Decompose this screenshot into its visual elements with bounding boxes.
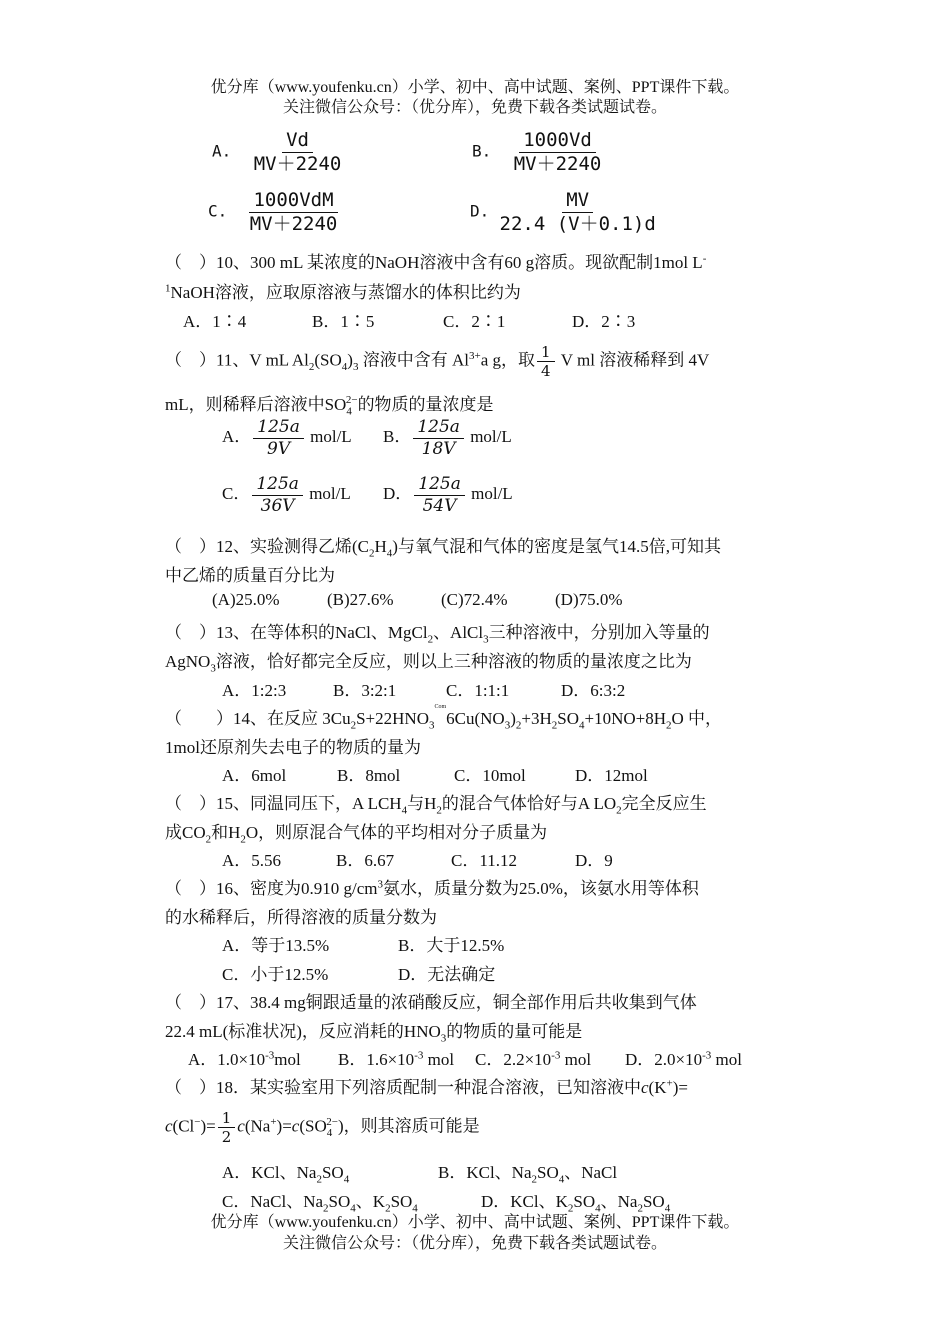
- q12-option-d: (D)75.0%: [555, 590, 623, 609]
- q16-stem-line-2: 的水稀释后，所得溶液的质量分数为: [165, 908, 437, 927]
- q14-stem-line-1: （ ）14、在反应 $3Cu_2S+22HNO_3^{Com}6Cu(NO_3)_2+3H_2SO_4+10NO+8H_2O$ 中，: [165, 704, 723, 732]
- q9-option-c: C. $\frac{\text{1000VdM}}{MV+2240}$: [208, 190, 356, 235]
- q16-option-d: D．无法确定: [398, 965, 496, 984]
- q13-option-d: D．6:3:2: [561, 681, 626, 700]
- q16-option-c: C．小于12.5%: [222, 965, 329, 984]
- q10-option-c: C．2∶1: [443, 312, 506, 331]
- q12-option-c: (C)72.4%: [441, 590, 508, 609]
- q14-option-b: B．8mol: [337, 766, 401, 785]
- q17-option-a: A．$1.0\times 10^{-3}mol$: [188, 1049, 301, 1069]
- q14-option-c: C．10mol: [454, 766, 526, 785]
- q11-stem-line-1: （ ）11、V mL $Al_2(SO_4)_3$ 溶液中含有 $Al^{3+}a$ g，取 $\frac{1}{4}$ V ml 溶液稀释到 4V: [165, 342, 710, 381]
- q10-option-b: B．1∶5: [312, 312, 375, 331]
- q12-stem-line-1: （ ）12、实验测得乙烯$(C_2H_4)$与氧气混和气体的密度是氢气14.5倍,可知其: [165, 537, 721, 560]
- q9-b-fraction: $\frac{1000Vd}{MV+2240}$: [513, 129, 602, 175]
- q11-a-fraction: $\frac{125a}{9V}$: [253, 418, 304, 458]
- q18-option-d: D．KCl、$K_2SO_4$、$Na_2SO_4$: [481, 1192, 671, 1215]
- q15-option-d: D．9: [575, 851, 613, 870]
- q18-option-c: C．NaCl、$Na_2SO_4$、$K_2SO_4$: [222, 1192, 418, 1215]
- q16-option-b: B．大于12.5%: [398, 936, 505, 955]
- q11-option-b: B． $\frac{125a}{18V}$ mol/L: [383, 417, 512, 459]
- q9-option-b: B. $\frac{1000Vd}{MV+2240}$: [472, 130, 620, 175]
- q16-option-a: A．等于13.5%: [222, 936, 330, 955]
- q11-option-a: A． $\frac{125a}{9V}$ mol/L: [222, 417, 352, 459]
- q16-stem-line-1: （ ）16、密度为0.910 $g/cm^3$氨水，质量分数为25.0%，该氨水用等体积: [165, 878, 699, 898]
- q13-stem-line-2: AgNO$_3$溶液，恰好都完全反应，则以上三种溶液的物质的量浓度之比为: [165, 652, 692, 675]
- q12-option-a: (A)25.0%: [212, 590, 280, 609]
- q18-option-b: B．KCl、$Na_2SO_4$、NaCl: [438, 1163, 618, 1186]
- q13-stem-line-1: （ ）13、在等体积的NaCl、MgCl$_2$、AlCl$_3$三种溶液中，分别加入等量的: [165, 623, 710, 646]
- q14-option-d: D．12mol: [575, 766, 648, 785]
- q15-option-a: A．5.56: [222, 851, 282, 870]
- q11-option-c: C． $\frac{125a}{36V}$ mol/L: [222, 474, 351, 516]
- q10-option-d: D．2∶3: [572, 312, 636, 331]
- q9-option-a: A. $\frac{Vd}{MV+2240}$: [212, 130, 360, 175]
- q9-option-d: D. $\frac{MV}{22.4 (V+0.1)d}$: [470, 190, 662, 235]
- header-line-1: 优分库（www.youfenku.cn）小学、初中、高中试题、案例、PPT课件下载。: [210, 79, 740, 96]
- q12-option-b: (B)27.6%: [327, 590, 394, 609]
- q17-stem-line-1: （ ）17、38.4 mg铜跟适量的浓硝酸反应，铜全部作用后共收集到气体: [165, 993, 697, 1012]
- q9-c-fraction: $\frac{\text{1000VdM}}{MV+2240}$: [249, 189, 338, 235]
- q11-stem-line-2: mL，则稀释后溶液中$SO_4^{2-}$的物质的量浓度是: [165, 394, 494, 418]
- q13-option-c: C．1:1:1: [446, 681, 510, 700]
- q15-option-b: B．6.67: [336, 851, 395, 870]
- q14-option-a: A．6mol: [222, 766, 287, 785]
- q18-stem-line-1: （ ）18．某实验室用下列溶质配制一种混合溶液，已知溶液中c(K+)=: [165, 1077, 688, 1097]
- q10-option-a: A．1∶4: [183, 312, 247, 331]
- q11-fraction: $\frac{1}{4}$: [537, 344, 555, 380]
- q11-c-fraction: $\frac{125a}{36V}$: [252, 475, 303, 515]
- q15-stem-line-2: 成$CO_2$和$H_2O$，则原混合气体的平均相对分子质量为: [165, 823, 548, 846]
- q17-option-b: B．$1.6\times 10^{-3}$ mol: [338, 1049, 455, 1069]
- q18-stem-line-2: c(Cl−)= $\frac{1}{2}$ $c(Na^+)=c(SO_4^{2-})$，则其溶质可能是: [165, 1108, 480, 1147]
- q13-option-a: A．1:2:3: [222, 681, 287, 700]
- q17-option-d: D．$2.0\times 10^{-3}$ mol: [625, 1049, 742, 1069]
- footer-line-1: 优分库（www.youfenku.cn）小学、初中、高中试题、案例、PPT课件下载。: [210, 1214, 740, 1231]
- q15-option-c: C．11.12: [451, 851, 517, 870]
- q18-fraction: $\frac{1}{2}$: [218, 1110, 236, 1146]
- q10-stem-line-1: （ ）10、300 mL 某浓度的NaOH溶液中含有60 g溶质。现欲配制1mol L-: [165, 252, 707, 272]
- q9-d-fraction: $\frac{MV}{22.4 (V+0.1)d}$: [499, 189, 656, 235]
- q11-d-fraction: $\frac{125a}{54V}$: [414, 475, 465, 515]
- q11-option-d: D． $\frac{125a}{54V}$ mol/L: [383, 474, 513, 516]
- q13-option-b: B．3:2:1: [333, 681, 397, 700]
- q12-stem-line-2: 中乙烯的质量百分比为: [165, 566, 335, 585]
- q15-stem-line-1: （ ）15、同温同压下，A $LCH_4$与$H_2$的混合气体恰好与A $LO_2$完全反应生: [165, 794, 707, 817]
- q14-stem-line-2: 1mol还原剂失去电子的物质的量为: [165, 738, 421, 757]
- header-line-2: 关注微信公众号：（优分库），免费下载各类试题试卷。: [282, 99, 667, 116]
- q18-option-a: A．KCl、$Na_2SO_4$: [222, 1163, 350, 1186]
- q17-option-c: C．$2.2\times 10^{-3}$ mol: [475, 1049, 592, 1069]
- q17-stem-line-2: 22.4 mL(标准状况)，反应消耗的$HNO_3$的物质的量可能是: [165, 1022, 583, 1045]
- q9-a-fraction: $\frac{Vd}{MV+2240}$: [253, 129, 342, 175]
- footer-line-2: 关注微信公众号：（优分库），免费下载各类试题试卷。: [282, 1235, 667, 1252]
- q10-stem-line-2: $^1$NaOH溶液，应取原溶液与蒸馏水的体积比约为: [165, 282, 521, 302]
- q11-b-fraction: $\frac{125a}{18V}$: [413, 418, 464, 458]
